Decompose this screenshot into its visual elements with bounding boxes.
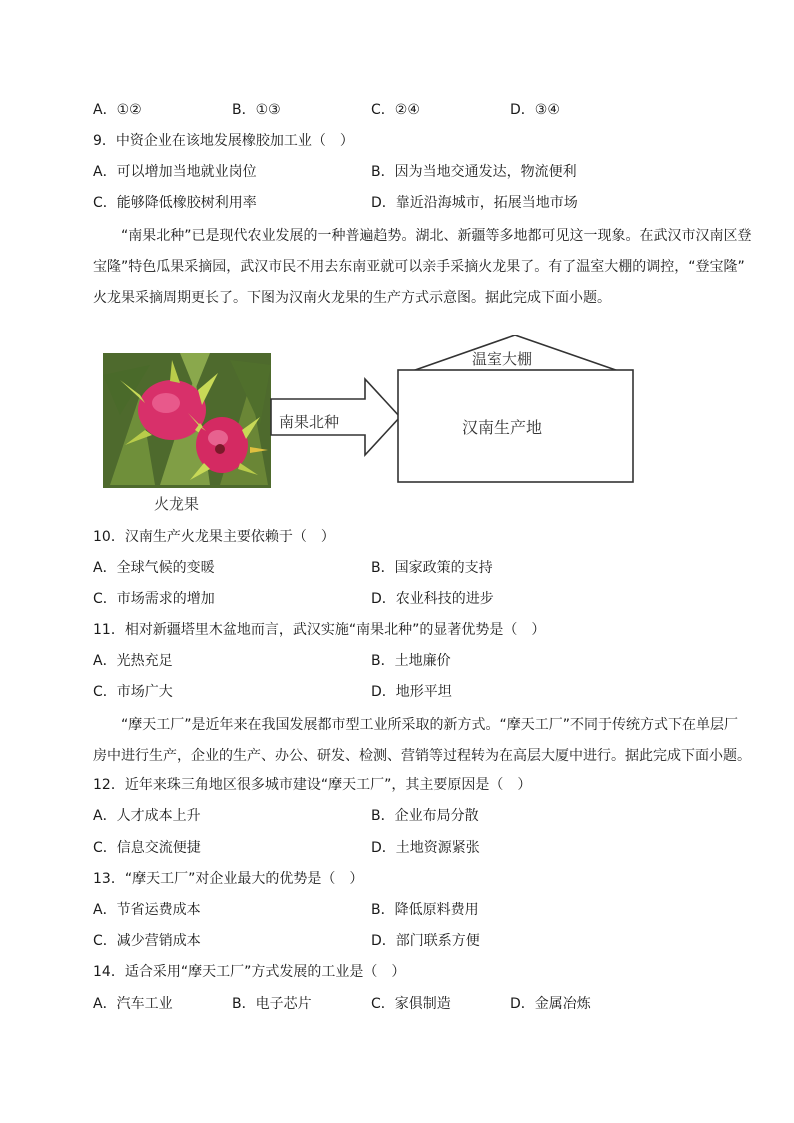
- q11-option-a[interactable]: A．光热充足: [93, 653, 173, 669]
- dragonfruit-photo: [103, 353, 271, 488]
- q10-option-c[interactable]: C．市场需求的增加: [93, 591, 215, 607]
- q8-option-b[interactable]: B．①③: [232, 102, 281, 118]
- production-diagram: [100, 335, 640, 515]
- q11-option-b[interactable]: B．土地廉价: [371, 653, 451, 669]
- q13-option-c[interactable]: C．减少营销成本: [93, 933, 201, 949]
- q13-options-row1: [93, 900, 713, 920]
- q14-option-c[interactable]: C．家俱制造: [371, 996, 451, 1012]
- q12-option-a[interactable]: A．人才成本上升: [93, 808, 201, 824]
- q13-option-d[interactable]: D．部门联系方便: [371, 933, 480, 949]
- q12-option-d[interactable]: D．土地资源紧张: [371, 840, 480, 856]
- box-label: 汉南生产地: [462, 418, 543, 437]
- passage-dragonfruit: [93, 221, 752, 314]
- q11-options-row1: [93, 651, 713, 671]
- q14-option-d[interactable]: D．金属冶炼: [510, 996, 591, 1012]
- q11-stem: 11．相对新疆塔里木盆地而言，武汉实施“南果北种”的显著优势是（ ）: [93, 622, 546, 638]
- q9-option-d[interactable]: D．靠近沿海城市，拓展当地市场: [371, 195, 578, 211]
- q9-options-row2: [93, 193, 713, 213]
- diagram-svg: [100, 335, 640, 515]
- q9-option-a[interactable]: A．可以增加当地就业岗位: [93, 164, 257, 180]
- q14-stem: 14．适合采用“摩天工厂”方式发展的工业是（ ）: [93, 964, 406, 980]
- q8-option-c[interactable]: C．②④: [371, 102, 420, 118]
- q9-option-b[interactable]: B．因为当地交通发达，物流便利: [371, 164, 577, 180]
- q14-options: [93, 994, 713, 1014]
- q8-options: [93, 100, 713, 120]
- q10-option-d[interactable]: D．农业科技的进步: [371, 591, 494, 607]
- q8-option-d[interactable]: D．③④: [510, 102, 560, 118]
- q13-option-a[interactable]: A．节省运费成本: [93, 902, 201, 918]
- q13-stem: 13．“摩天工厂”对企业最大的优势是（ ）: [93, 871, 364, 887]
- passage2-line2: 房中进行生产，企业的生产、办公、研发、检测、营销等过程转为在高层大厦中进行。据此完成下面小题。: [93, 748, 751, 764]
- arrow-label: 南果北种: [279, 413, 340, 431]
- q10-option-a[interactable]: A．全球气候的变暖: [93, 560, 215, 576]
- q12-option-b[interactable]: B．企业布局分散: [371, 808, 479, 824]
- q12-options-row1: [93, 806, 713, 826]
- passage1-line1: “南果北种”已是现代农业发展的一种普遍趋势。湖北、新疆等多地都可见这一现象。在武汉市汉南区登: [121, 228, 752, 244]
- q13-option-b[interactable]: B．降低原料费用: [371, 902, 479, 918]
- q9-option-c[interactable]: C．能够降低橡胶树利用率: [93, 195, 257, 211]
- passage1-line3: 火龙果采摘周期更长了。下图为汉南火龙果的生产方式示意图。据此完成下面小题。: [93, 290, 611, 306]
- q14-option-b[interactable]: B．电子芯片: [232, 996, 312, 1012]
- q12-option-c[interactable]: C．信息交流便捷: [93, 840, 201, 856]
- q11-option-c[interactable]: C．市场广大: [93, 684, 173, 700]
- q10-options-row2: [93, 589, 713, 609]
- q14-option-a[interactable]: A．汽车工业: [93, 996, 173, 1012]
- q8-option-a[interactable]: A．①②: [93, 102, 142, 118]
- passage1-line2: 宝隆”特色瓜果采摘园，武汉市民不用去东南亚就可以亲手采摘火龙果了。有了温室大棚的调控，“登宝隆”: [93, 259, 745, 275]
- q13-options-row2: [93, 931, 713, 951]
- photo-caption: 火龙果: [154, 495, 200, 513]
- q11-option-d[interactable]: D．地形平坦: [371, 684, 452, 700]
- q12-stem: 12．近年来珠三角地区很多城市建设“摩天工厂”，其主要原因是（ ）: [93, 777, 532, 793]
- q12-options-row2: [93, 838, 713, 858]
- q9-stem: 9．中资企业在该地发展橡胶加工业（ ）: [93, 133, 354, 149]
- q10-option-b[interactable]: B．国家政策的支持: [371, 560, 493, 576]
- passage2-line1: “摩天工厂”是近年来在我国发展都市型工业所采取的新方式。“摩天工厂”不同于传统方式下在单层厂: [121, 717, 739, 733]
- q10-stem: 10．汉南生产火龙果主要依赖于（ ）: [93, 529, 335, 545]
- q9-options-row1: [93, 162, 713, 182]
- q10-options-row1: [93, 558, 713, 578]
- passage-skyscraper-factory: [93, 710, 751, 772]
- q11-options-row2: [93, 682, 713, 702]
- roof-label: 温室大棚: [472, 350, 533, 368]
